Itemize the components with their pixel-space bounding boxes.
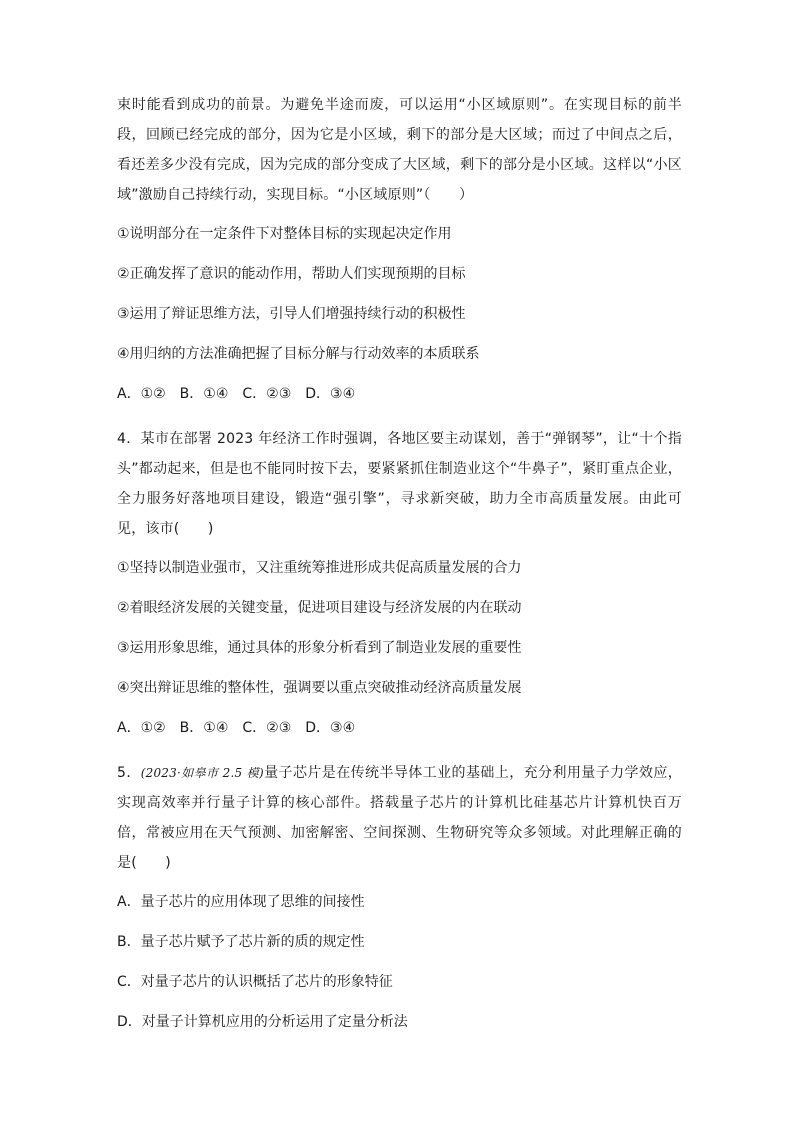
q3-statement-4: ④用归纳的方法准确把握了目标分解与行动效率的本质联系 [117,346,480,362]
q5-stem: 量子芯片是在传统半导体工业的基础上，充分利用量子力学效应，实现高效率并行量子计算的核心部件。搭载量子芯片的计算机比硅基芯片计算机快百万倍，常被应用在天气预测、加密解密、空间探测、生物研究等众多领域。对此理解正确的是( ) [117,765,682,871]
q4-options: A．①② B．①④ C．②③ D．③④ [117,720,356,736]
q4-statement-3: ③运用形象思维，通过具体的形象分析看到了制造业发展的重要性 [117,640,522,656]
q3-statement-3: ③运用了辩证思维方法，引导人们增强持续行动的积极性 [117,306,466,322]
q3-stem: 束时能看到成功的前景。为避免半途而废，可以运用“小区域原则”。在实现目标的前半段，回顾已经完成的部分，因为它是小区域，剩下的部分是大区域；而过了中间点之后，看还差多少没有完成，因为完成的部分变成了大区域，剩下的部分是小区域。这样以“小区域”激励自己持续行动，实现目标。“小区域原则”（ ） [117,97,682,203]
question-content [117,90,682,1032]
q5-choice-a: A．量子芯片的应用体现了思维的间接性 [117,894,365,910]
q5-source: (2023·如皋市 2.5 模) [140,766,264,780]
q3-statement-1: ①说明部分在一定条件下对整体目标的实现起决定作用 [117,226,452,242]
q5-choice-d: D．对量子计算机应用的分析运用了定量分析法 [117,1014,408,1030]
q4-stem: 4．某市在部署 2023 年经济工作时强调，各地区要主动谋划，善于“弹钢琴”，让“十个指头”都动起来，但是也不能同时按下去，要紧紧抓住制造业这个“牛鼻子”，紧盯重点企业，全力服务好落地项目建设，锻造“强引擎”，寻求新突破，助力全市高质量发展。由此可见，该市( ) [117,431,682,537]
q5-stem-block [117,758,682,878]
q5-choice-b: B．量子芯片赋予了芯片新的质的规定性 [117,934,365,950]
q4-statement-2: ②着眼经济发展的关键变量，促进项目建设与经济发展的内在联动 [117,600,522,616]
q3-statement-2: ②正确发挥了意识的能动作用，帮助人们实现预期的目标 [117,266,466,282]
q5-choice-c: C．对量子芯片的认识概括了芯片的形象特征 [117,974,393,990]
q4-statement-4: ④突出辩证思维的整体性，强调要以重点突破推动经济高质量发展 [117,680,522,696]
q4-statement-1: ①坚持以制造业强市，又注重统筹推进形成共促高质量发展的合力 [117,560,522,576]
q5-number: 5． [117,765,141,781]
q3-options: A．①② B．①④ C．②③ D．③④ [117,386,356,402]
